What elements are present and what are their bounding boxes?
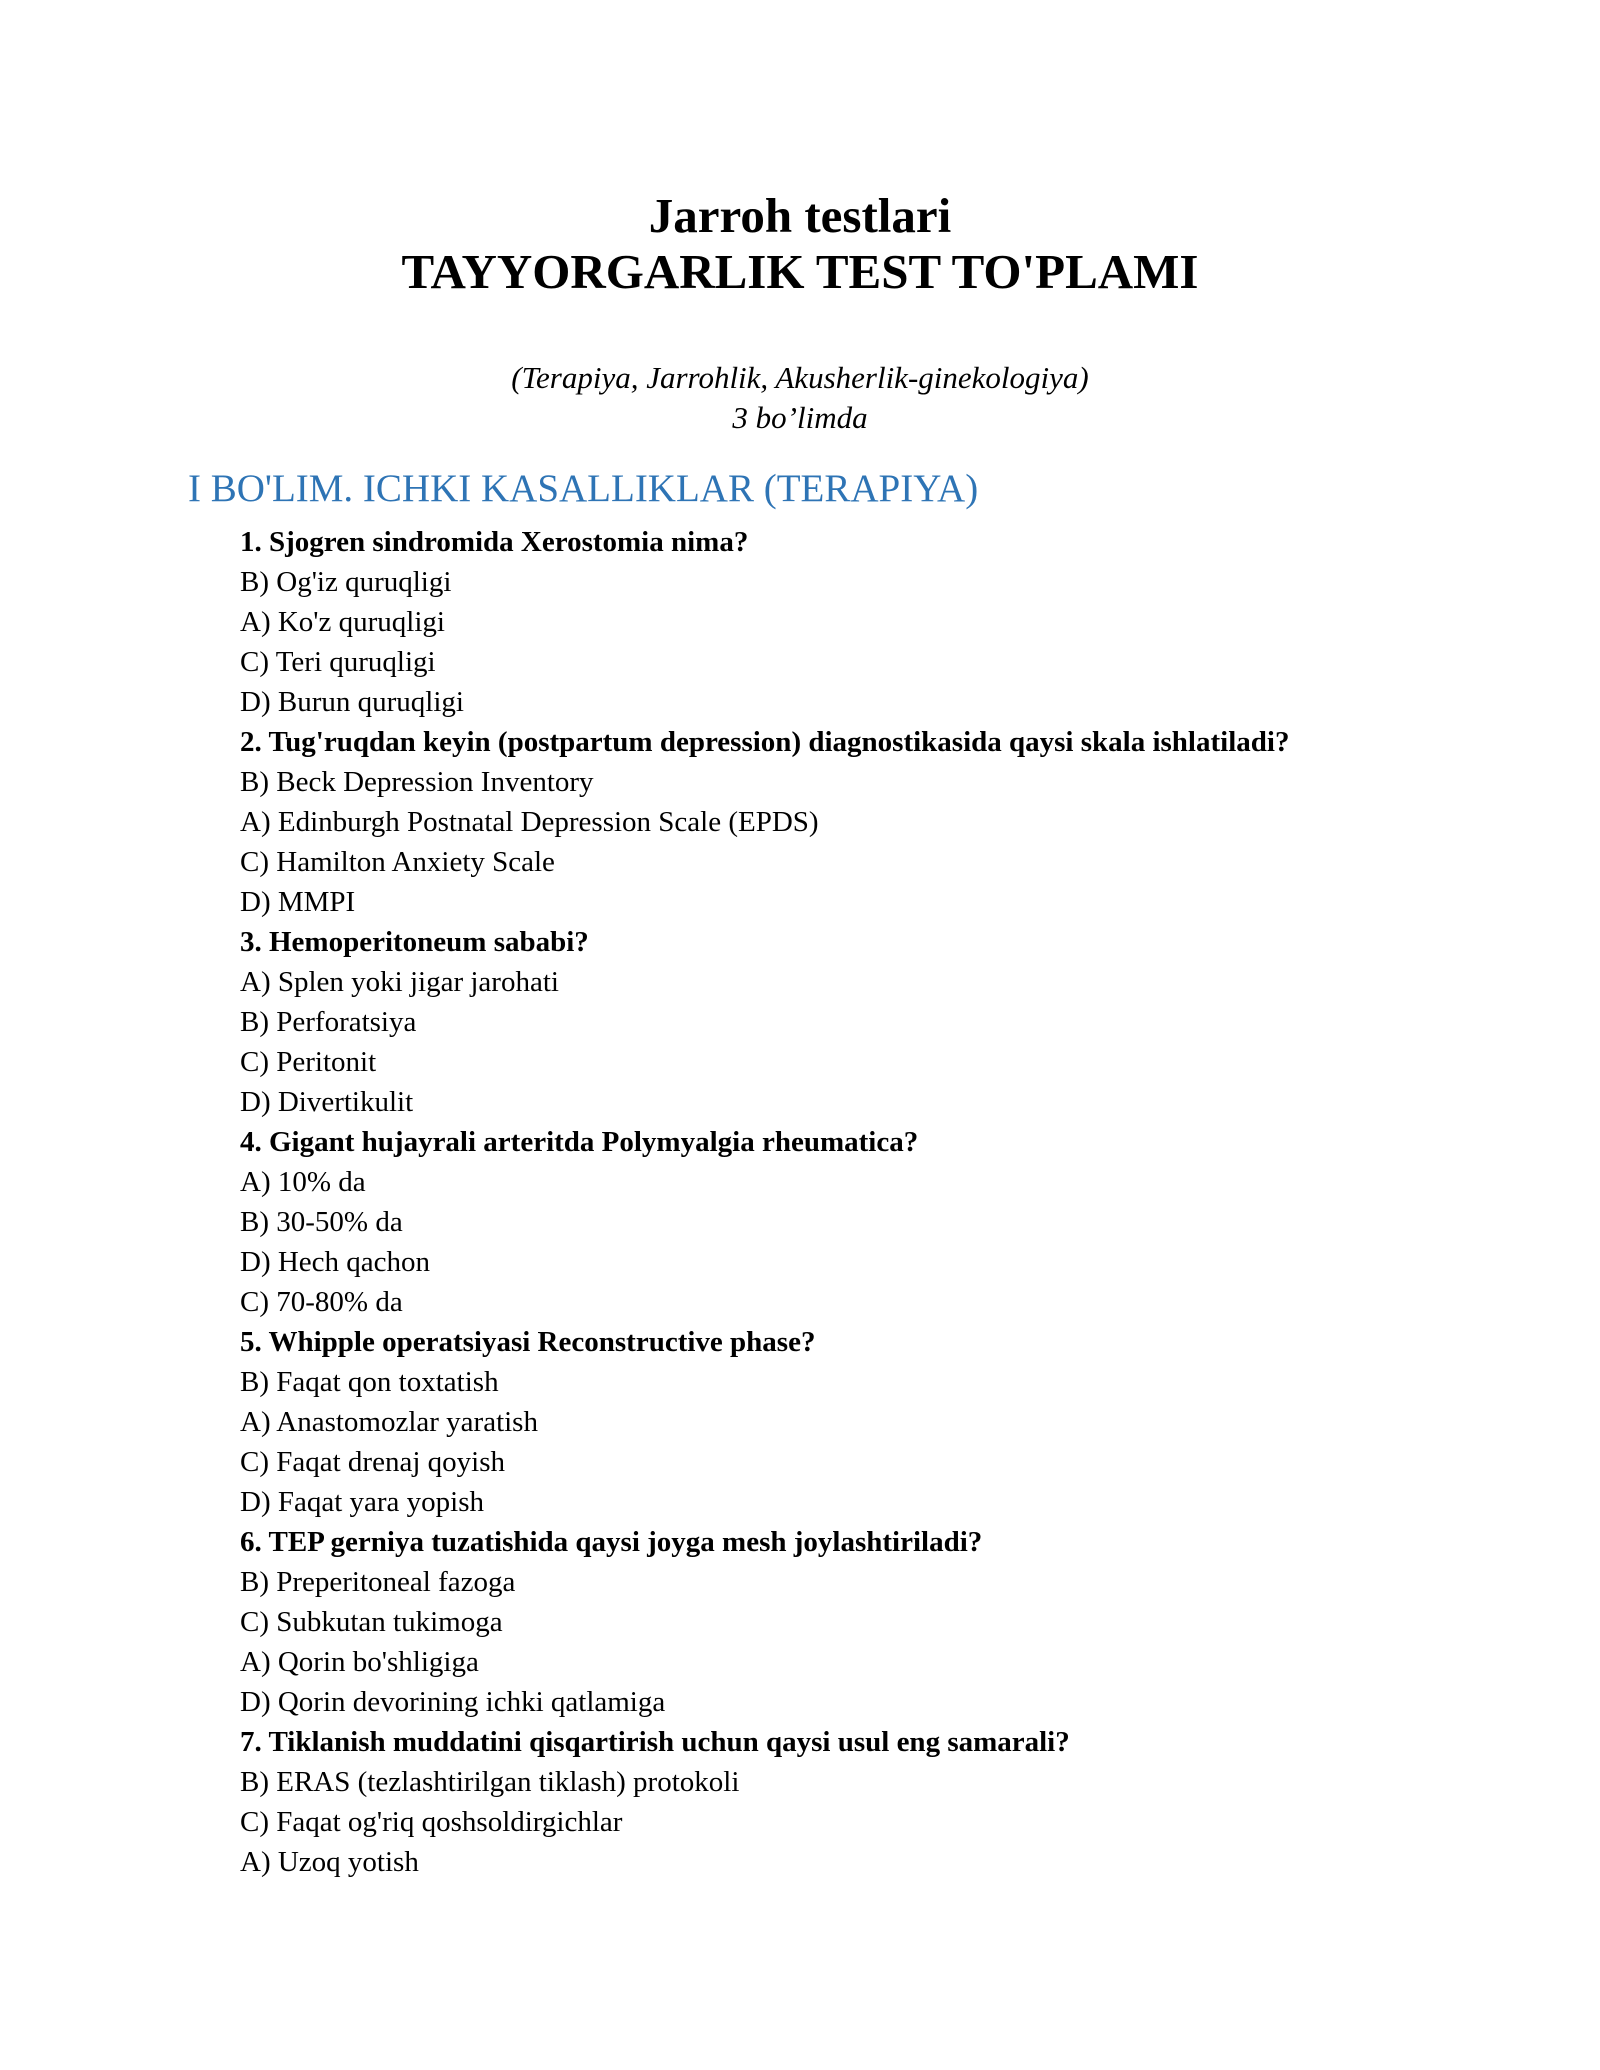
answer-option: D) Hech qachon [240,1246,431,1278]
question-6: 6. TEP gerniya tuzatishida qaysi joyga mesh joylashtiriladi? [240,1526,983,1558]
answer-option: C) Hamilton Anxiety Scale [240,846,555,878]
answer-option: B) Preperitoneal fazoga [240,1566,516,1598]
document-title [0,188,1600,300]
answer-option: A) Edinburgh Postnatal Depression Scale (EPDS) [240,806,819,838]
subtitle-line-1: (Terapiya, Jarrohlik, Akusherlik-ginekologiya) [511,360,1089,395]
answer-option: A) Uzoq yotish [240,1846,419,1878]
question-list [240,522,1540,1882]
answer-option: C) Faqat og'riq qoshsoldirgichlar [240,1806,623,1838]
answer-option: B) Faqat qon toxtatish [240,1366,499,1398]
answer-option: B) ERAS (tezlashtirilgan tiklash) protokoli [240,1766,740,1798]
answer-option: C) 70-80% da [240,1286,403,1318]
answer-option: A) 10% da [240,1166,366,1198]
answer-option: B) Beck Depression Inventory [240,766,594,798]
subtitle-line-2: 3 bo’limda [732,400,868,435]
answer-option: C) Teri quruqligi [240,646,436,678]
document-subtitle [0,358,1600,438]
answer-option: A) Ko'z quruqligi [240,606,445,638]
answer-option: D) Divertikulit [240,1086,414,1118]
section-heading: I BO'LIM. ICHKI KASALLIKLAR (TERAPIYA) [188,467,979,510]
answer-option: B) Og'iz quruqligi [240,566,452,598]
answer-option: B) Perforatsiya [240,1006,417,1038]
question-7: 7. Tiklanish muddatini qisqartirish uchun qaysi usul eng samarali? [240,1726,1070,1758]
title-line-2: TAYYORGARLIK TEST TO'PLAMI [401,244,1199,299]
answer-option: A) Qorin bo'shligiga [240,1646,479,1678]
answer-option: C) Subkutan tukimoga [240,1606,503,1638]
answer-option: D) MMPI [240,886,356,918]
title-line-1: Jarroh testlari [648,188,952,243]
question-1: 1. Sjogren sindromida Xerostomia nima? [240,526,749,558]
answer-option: C) Faqat drenaj qoyish [240,1446,505,1478]
answer-option: A) Splen yoki jigar jarohati [240,966,559,998]
question-3: 3. Hemoperitoneum sababi? [240,926,589,958]
question-4: 4. Gigant hujayrali arteritda Polymyalgia rheumatica? [240,1126,919,1158]
answer-option: D) Faqat yara yopish [240,1486,485,1518]
answer-option: A) Anastomozlar yaratish [240,1406,538,1438]
answer-option: D) Burun quruqligi [240,686,464,718]
answer-option: D) Qorin devorining ichki qatlamiga [240,1686,666,1718]
answer-option: C) Peritonit [240,1046,377,1078]
question-2: 2. Tug'ruqdan keyin (postpartum depression) diagnostikasida qaysi skala ishlatiladi? [240,726,1290,758]
answer-option: B) 30-50% da [240,1206,403,1238]
question-5: 5. Whipple operatsiyasi Reconstructive phase? [240,1326,816,1358]
